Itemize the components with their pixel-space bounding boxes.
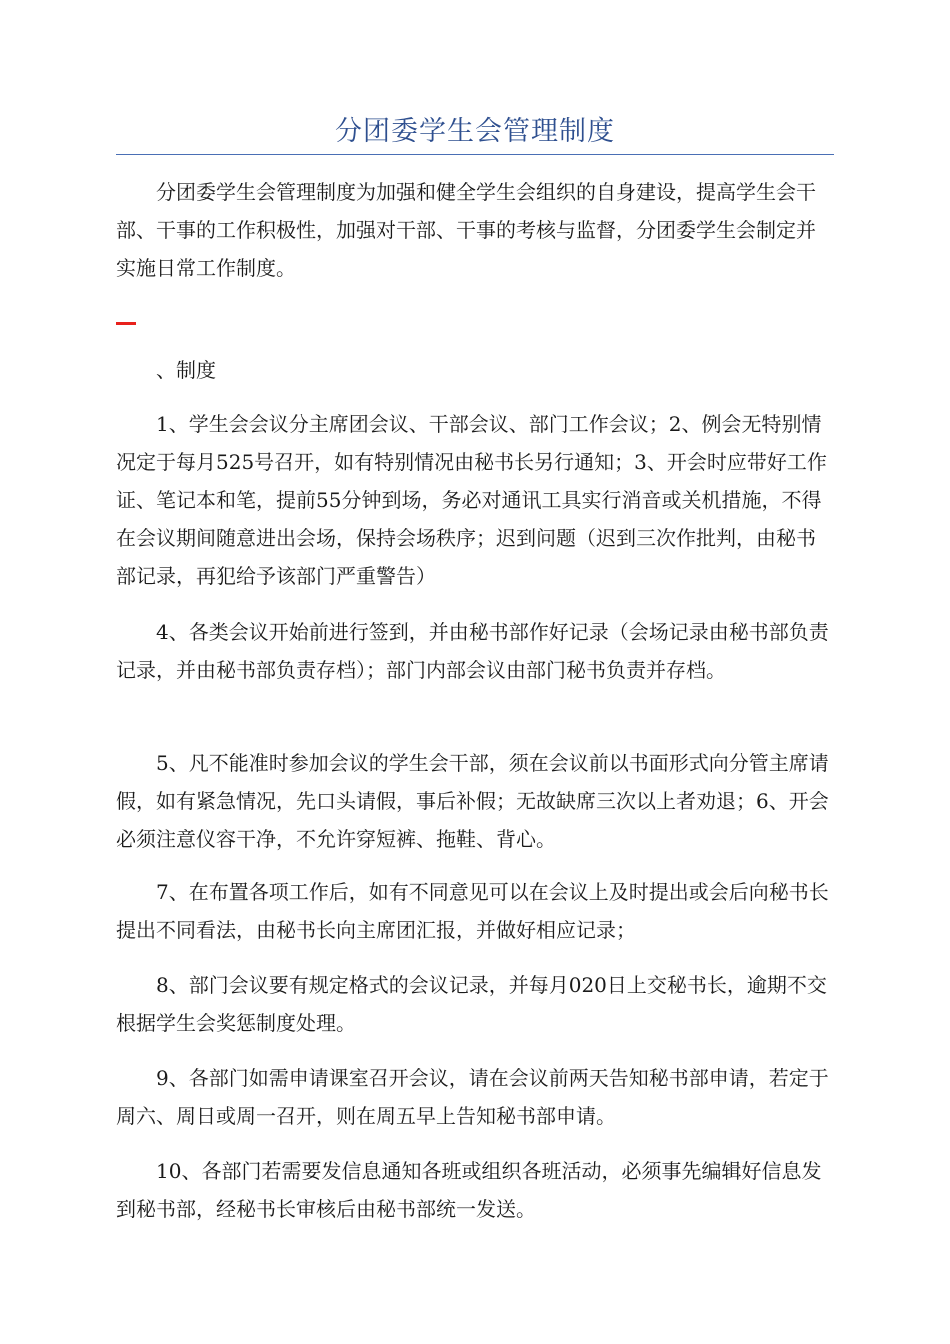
paragraph-rule-10: 10、各部门若需要发信息通知各班或组织各班活动，必须事先编辑好信息发到秘书部，经秘书长审核后由秘书部统一发送。 xyxy=(116,1159,822,1221)
paragraph-rule-8: 8、部门会议要有规定格式的会议记录，并每月020日上交秘书长，逾期不交根据学生会奖惩制度处理。 xyxy=(116,973,827,1035)
section-heading: 、制度 xyxy=(156,358,216,382)
paragraph-rules-1-3: 1、学生会会议分主席团会议、干部会议、部门工作会议；2、例会无特别情况定于每月525号召开，如有特别情况由秘书长另行通知；3、开会时应带好工作证、笔记本和笔，提前55分钟到场，务必对通讯工具实行消音或关机措施，不得在会议期间随意进出会场，保持会场秩序；迟到问题（迟到三次作批判，由秘书部记录，再犯给予该部门严重警告） xyxy=(116,412,827,588)
paragraph-rule-7: 7、在布置各项工作后，如有不同意见可以在会议上及时提出或会后向秘书长提出不同看法，由秘书长向主席团汇报，并做好相应记录； xyxy=(116,880,829,942)
section-number-mark xyxy=(116,322,136,325)
paragraph-rule-9: 9、各部门如需申请课室召开会议，请在会议前两天告知秘书部申请，若定于周六、周日或周一召开，则在周五早上告知秘书部申请。 xyxy=(116,1066,829,1128)
title-underline xyxy=(116,154,834,155)
section-number-text xyxy=(116,322,117,323)
paragraph-rule-4: 4、各类会议开始前进行签到，并由秘书部作好记录（会场记录由秘书部负责记录，并由秘书部负责存档）；部门内部会议由部门秘书负责并存档。 xyxy=(116,620,829,682)
paragraph-rules-5-6: 5、凡不能准时参加会议的学生会干部，须在会议前以书面形式向分管主席请假，如有紧急情况，先口头请假，事后补假；无故缺席三次以上者劝退；6、开会必须注意仪容干净，不允许穿短裤、拖鞋、背心。 xyxy=(116,751,829,851)
intro-paragraph: 分团委学生会管理制度为加强和健全学生会组织的自身建设，提高学生会干部、干事的工作积极性，加强对干部、干事的考核与监督，分团委学生会制定并实施日常工作制度。 xyxy=(116,180,816,280)
page-title: 分团委学生会管理制度 xyxy=(335,116,615,147)
